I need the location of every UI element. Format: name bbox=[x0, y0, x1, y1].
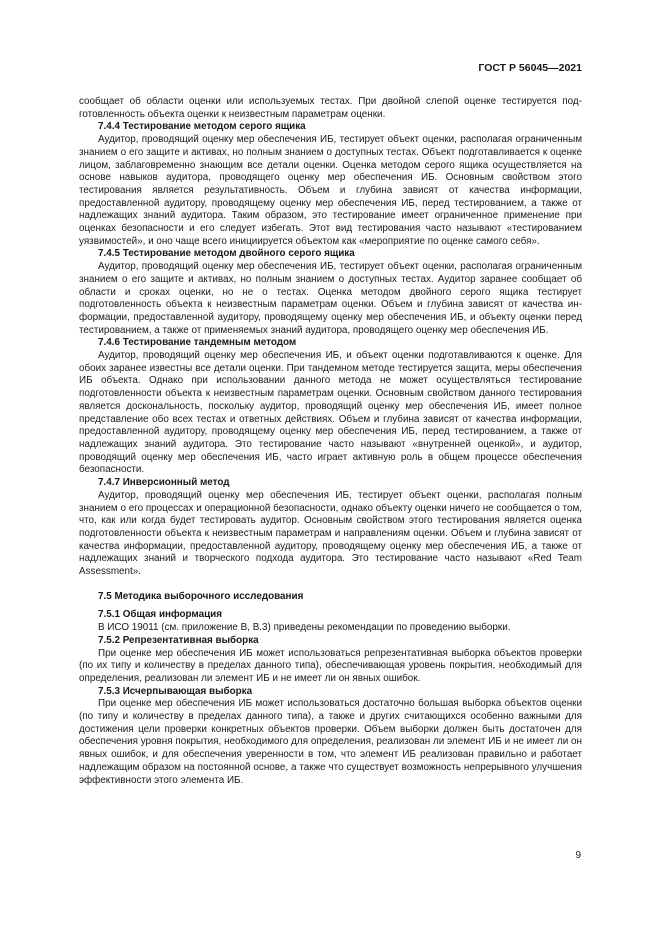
heading-7-4-5: 7.4.5 Тестирование методом двойного серого ящика bbox=[98, 248, 355, 260]
heading-7-5-3: 7.5.3 Исчерпывающая выборка bbox=[98, 685, 253, 697]
paragraph-intro-continuation: сообщает об области оценки или используемых тестах. При двойной слепой оценке тестируется подготовленность объекта оценки к неизвестным параметрам оценки. bbox=[79, 96, 582, 120]
heading-7-5: 7.5 Методика выборочного исследования bbox=[98, 590, 304, 602]
paragraph-grey-box: Аудитор, проводящий оценку мер обеспечения ИБ, тестирует объект оценки, располагая ограниченным знанием о его защите и активах, но полным знанием о доступных тестах. Объект подготавливается к оценке лицом, заблаговременно знающим все детали оценки. Оценка методом серого ящика осуществляется на основе навыков аудитора, проводящего оценку мер обеспечения ИБ. Основным свойством этого тестирования является результативность. Объем и глубина зависят от качества информации, предоставленной аудитору, проводящему оценку мер обеспечения ИБ, перед тестированием, а также от надлежащих знаний аудитора. Таким образом, это тестирование имеет ограниченное применение при оценках безопасности и его следует избегать. Этот вид тестирования часто называют «тестированием уязвимостей», и оно чаще всего инициируется объектом как «мероприятие по оценке самого себя». bbox=[79, 134, 582, 247]
heading-7-4-7: 7.4.7 Инверсионный метод bbox=[98, 477, 230, 489]
paragraph-reversal: Аудитор, проводящий оценку мер обеспечения ИБ, тестирует объект оценки, располагая полным знанием о его процессах и операционной безопасности, однако объекту оценки ничего не сообщается о том, что, как или когда будет тестировать аудитор. Основным свойством этого тестирования является оценка подготовленности объекта к неизвестным параметрам и направлениям оценки. Объем и глубина зависят от качества информации, предоставленной аудитору, проводящему оценку мер обеспечения ИБ, а также от надлежащих знаний и творческого подхода аудитора. Это тестирование часто называют «Red Team Assessment». bbox=[79, 489, 582, 578]
paragraph-general-info: В ИСО 19011 (см. приложение В, В.3) приведены рекомендации по проведению выборки. bbox=[98, 622, 511, 634]
paragraph-representative-sample: При оценке мер обеспечения ИБ может использоваться репрезентативная выборка объектов проверки (по их типу и количеству в пределах данного типа), обеспечивающая уровень покрытия, необходимый для определения, реализован ли элемент ИБ и не имеет ли он явных ошибок. bbox=[79, 647, 582, 684]
heading-7-5-2: 7.5.2 Репрезентативная выборка bbox=[98, 634, 259, 646]
heading-7-5-1: 7.5.1 Общая информация bbox=[98, 609, 222, 621]
page-number: 9 bbox=[575, 850, 581, 861]
paragraph-double-grey-box: Аудитор, проводящий оценку мер обеспечения ИБ, тестирует объект оценки, располагая ограниченным знанием о его защите и активах, но полным знанием о доступных тестах. Аудитор заранее сообщает об области и сроках оценки, но не о тестах. Оценка методом двойного серого ящика тестирует подготовленность объекта к неизвестным параметрам оценки. Объем и глубина зависят от качества информации, предоставленной аудитору, проводящему оценку мер обеспечения ИБ, и объекту оценки перед тестированием, а также от применяемых знаний аудитора, проводящего оценку мер обеспечения ИБ. bbox=[79, 261, 582, 336]
document-body bbox=[79, 96, 582, 787]
heading-7-4-4: 7.4.4 Тестирование методом серого ящика bbox=[98, 121, 306, 133]
paragraph-tandem: Аудитор, проводящий оценку мер обеспечения ИБ, и объект оценки подготавливаются к оценке. Для обоих заранее известны все детали оценки. При тандемном методе тестируется защита, меры обеспечения ИБ объекта. Однако при использовании данного метода не может осуществляться тестирование подготовленности объекта к неизвестным параметрам оценки. Основным свойством данного тестирования является доскональность, поскольку аудитор, проводящий оценку мер обеспечения ИБ, имеет полное представление обо всех тестах и ответных действиях. Объем и глубина зависят от качества информации, предоставленной аудитору, проводящему оценку мер обеспечения ИБ, перед тестированием, а также от надлежащих знаний аудитора. Это тестирование часто называют «внутренней оценкой», и аудитор, проводящий оценку мер обеспечения ИБ, часто играет активную роль в общем процессе обеспечения безопасности. bbox=[79, 350, 582, 476]
standard-header: ГОСТ Р 56045—2021 bbox=[478, 62, 582, 74]
paragraph-exhaustive-sample: При оценке мер обеспечения ИБ может использоваться достаточно большая выборка объектов оценки (по типу и количеству в пределах данного типа), а также и других считающихся особенно важными для достижения цели проверки конкретных объектов проверки. Объем выборки должен быть достаточен для обеспечения уровня покрытия, необходимого для определения, реализован ли элемент ИБ и не имеет ли он явных ошибок, и для обеспечения уверенности в том, что элемент ИБ реализован правильно и работает надлежащим образом на постоянной основе, а также что существует возможность непрерывного улучшения эффективности этого элемента ИБ. bbox=[79, 698, 582, 786]
heading-7-4-6: 7.4.6 Тестирование тандемным методом bbox=[98, 337, 297, 349]
